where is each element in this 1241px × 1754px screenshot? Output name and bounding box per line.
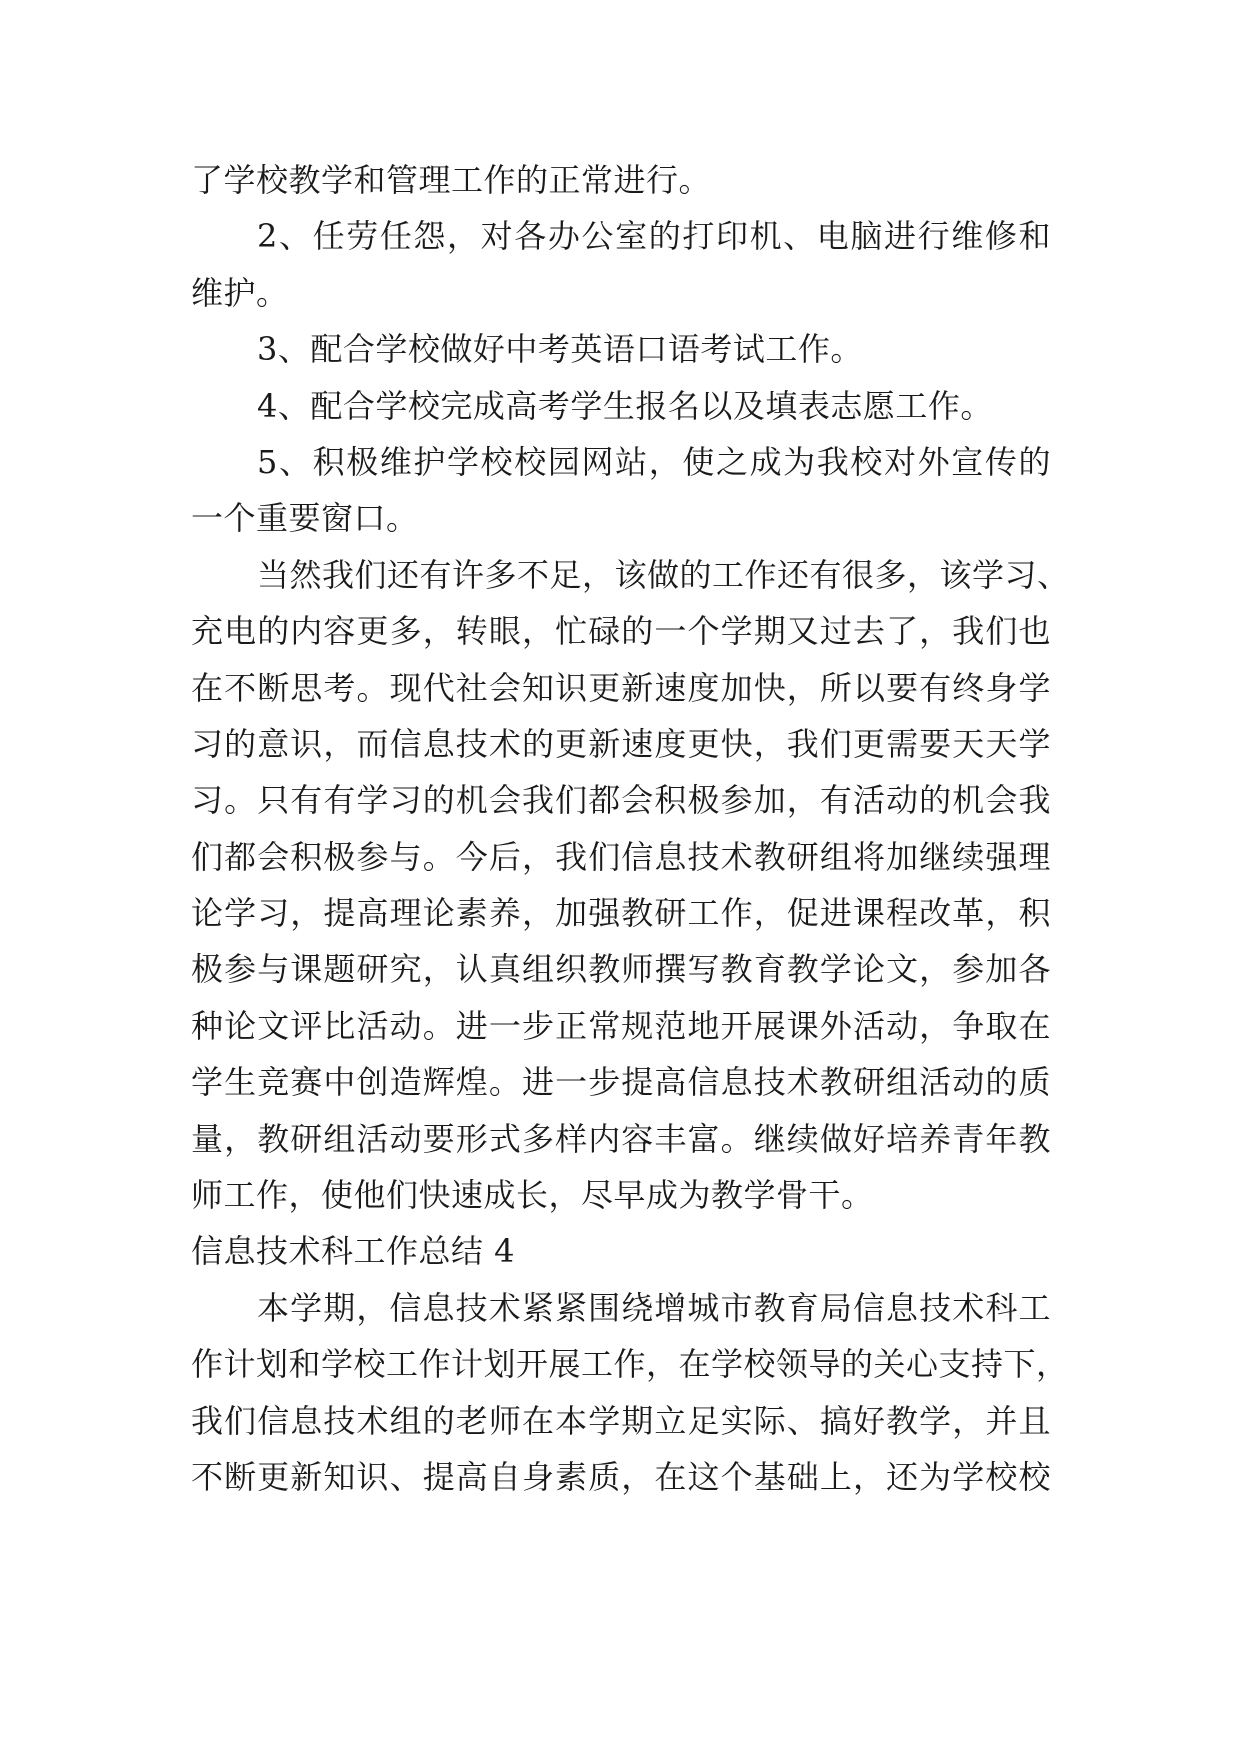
paragraph-line: 当然我们还有许多不足，该做的工作还有很多，该学习、 [257, 555, 1070, 594]
paragraph-line: 论学习，提高理论素养，加强教研工作，促进课程改革，积 [191, 894, 1051, 933]
list-item-2-line: 2、任劳任怨，对各办公室的打印机、电脑进行维修和 [257, 217, 1051, 256]
section-heading: 信息技术科工作总结 4 [191, 1232, 516, 1271]
list-item-3: 3、配合学校做好中考英语口语考试工作。 [257, 330, 863, 369]
list-item-2-continuation: 维护。 [191, 273, 289, 312]
paragraph-line: 们都会积极参与。今后，我们信息技术教研组将加继续强理 [191, 837, 1051, 876]
paragraph-line: 种论文评比活动。进一步正常规范地开展课外活动，争取在 [191, 1006, 1051, 1045]
list-item-4: 4、配合学校完成高考学生报名以及填表志愿工作。 [257, 386, 993, 425]
paragraph-line: 师工作，使他们快速成长，尽早成为教学骨干。 [191, 1176, 874, 1215]
paragraph-line: 我们信息技术组的老师在本学期立足实际、搞好教学，并且 [191, 1401, 1051, 1440]
paragraph-line: 习的意识，而信息技术的更新速度更快，我们更需要天天学 [191, 724, 1051, 763]
paragraph-line: 充电的内容更多，转眼，忙碌的一个学期又过去了，我们也 [191, 612, 1051, 651]
paragraph-line: 在不断思考。现代社会知识更新速度加快，所以要有终身学 [191, 668, 1051, 707]
paragraph-line: 本学期，信息技术紧紧围绕增城市教育局信息技术科工 [257, 1288, 1051, 1327]
paragraph-line: 学生竞赛中创造辉煌。进一步提高信息技术教研组活动的质 [191, 1063, 1051, 1102]
paragraph-line: 作计划和学校工作计划开展工作，在学校领导的关心支持下， [191, 1345, 1069, 1384]
body-line: 了学校教学和管理工作的正常进行。 [191, 161, 712, 199]
list-item-5-line: 5、积极维护学校校园网站，使之成为我校对外宣传的 [257, 442, 1051, 481]
paragraph-line: 极参与课题研究，认真组织教师撰写教育教学论文，参加各 [191, 950, 1051, 989]
paragraph-line: 不断更新知识、提高自身素质，在这个基础上，还为学校校 [191, 1457, 1051, 1496]
document-body [191, 152, 1070, 1505]
paragraph-line: 量，教研组活动要形式多样内容丰富。继续做好培养青年教 [191, 1119, 1051, 1158]
paragraph-line: 习。只有有学习的机会我们都会积极参加，有活动的机会我 [191, 781, 1051, 820]
list-item-5-continuation: 一个重要窗口。 [191, 499, 419, 538]
